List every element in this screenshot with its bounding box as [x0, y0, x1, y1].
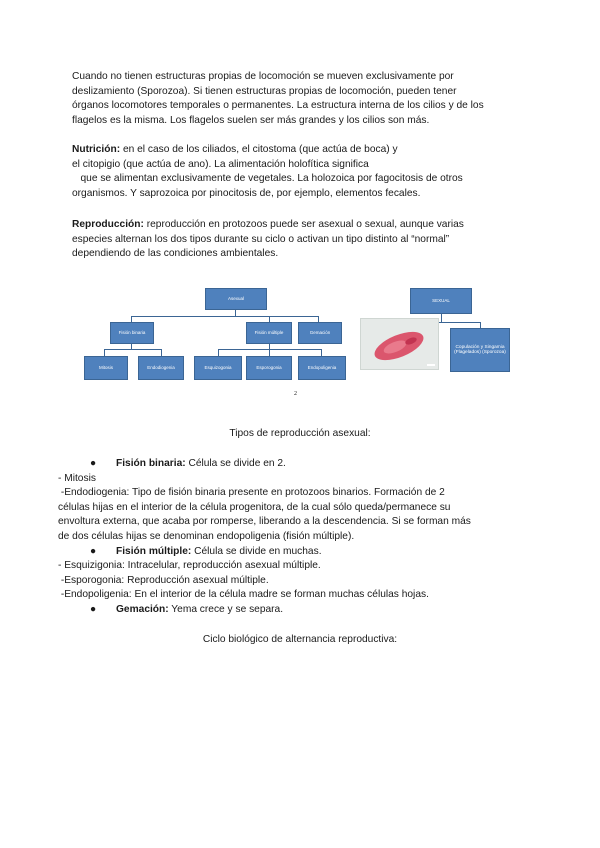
text-line: envoltura externa, que acaba por romperse, liberando a la descendencia. Si se forman más	[58, 516, 471, 528]
nutricion-paragraph	[72, 143, 532, 201]
text-line: organismos. Y saprozoica por pinocitosis de, por ejemplo, elementos fecales.	[72, 187, 421, 199]
nutricion-text: en el caso de los ciliados, el citostoma (que actúa de boca) y	[120, 144, 398, 155]
node-endopoligenia: Endopoligenia	[298, 356, 346, 380]
node-endodiogenia: Endodiogenia	[138, 356, 184, 380]
bullet: ●	[90, 458, 97, 469]
text-line: de dos células hijas se denominan endopoligenia (fisión múltiple).	[58, 530, 355, 542]
connector	[131, 316, 318, 317]
text-line: Cuando no tienen estructuras propias de locomoción se mueven exclusivamente por	[72, 71, 454, 82]
text-line: flagelos es la misma. Los flagelos suelen ser más grandes y los cilios son más.	[72, 114, 430, 126]
list-item-gemacion	[72, 603, 542, 618]
text-line: -Esporogonia: Reproducción asexual múltiple.	[58, 574, 269, 586]
text-line: el citopigio (que actúa de ano). La alimentación holofítica significa	[72, 158, 369, 170]
fision-binaria-text: Célula se divide en 2.	[185, 458, 286, 469]
node-gemacion: Gemación	[298, 322, 342, 344]
node-esquizogonia: Esquizogonia	[194, 356, 242, 380]
connector	[104, 349, 105, 356]
reproduccion-paragraph	[72, 218, 532, 262]
connector	[441, 314, 442, 322]
fision-multiple-text: Célula se divide en muchas.	[191, 545, 322, 557]
nutricion-label: Nutrición:	[72, 144, 121, 155]
fision-multiple-label: Fisión múltiple:	[116, 545, 192, 557]
text-line: especies alternan los dos tipos durante su ciclo o activan un tipo distinto al “normal”	[72, 233, 450, 245]
node-sexual: SEXUAL	[410, 288, 472, 314]
text-line: - Mitosis	[58, 472, 96, 484]
asexual-diagram	[84, 284, 348, 384]
bullet: ●	[90, 603, 97, 615]
text-line: -Endodiogenia: Tipo de fisión binaria presente en protozoos binarios. Formación de 2	[58, 487, 445, 499]
fision-binaria-label: Fisión binaria:	[116, 458, 186, 469]
text-line: - Esquizigonia: Intracelular, reproducción asexual múltiple.	[58, 560, 321, 572]
text-line	[72, 218, 532, 233]
node-fision-binaria: Fisión binaria	[110, 322, 154, 344]
bullet: ●	[90, 545, 97, 557]
intro-paragraph	[72, 70, 532, 128]
caption-asexual: Tipos de reproducción asexual:	[229, 428, 371, 439]
asexual-list	[58, 457, 542, 618]
protozoa-image	[361, 319, 439, 370]
node-mitosis: Mitosis	[84, 356, 128, 380]
node-fision-multiple: Fisión múltiple	[246, 322, 292, 344]
reproduccion-text: reproducción en protozoos puede ser asexual o sexual, aunque varias	[143, 219, 464, 230]
node-copulacion-singamia: Copulación y Singamia (Flagelados) (Sporozoa)	[450, 328, 510, 372]
text-line: dependiendo de las condiciones ambientales.	[72, 248, 279, 259]
gemacion-text: Yema crece y se separa.	[168, 603, 284, 615]
text-line: órganos locomotores temporales o permanentes. La estructura interna de los cilios y de los	[72, 100, 484, 111]
caption-ciclo: Ciclo biológico de alternancia reproductiva:	[202, 634, 398, 645]
connector	[321, 349, 322, 356]
sexual-diagram	[360, 286, 510, 386]
connector	[161, 349, 162, 356]
protozoa-photo	[360, 318, 439, 370]
node-asexual: Asexual	[205, 288, 267, 310]
figure-page-number: 2	[294, 391, 297, 397]
text-line: células hijas en el interior de la célula progenitora, de la cual sólo queda/permanece su	[58, 501, 451, 513]
connector	[104, 349, 161, 350]
connector	[269, 349, 270, 356]
gemacion-label: Gemación:	[116, 603, 169, 615]
reproduccion-label: Reproducción:	[72, 219, 144, 230]
connector	[218, 349, 219, 356]
text-line: deslizamiento (Sporozoa). Si tienen estructuras propias de locomoción, pueden tener	[72, 85, 457, 97]
list-item-fision-multiple	[72, 545, 542, 560]
list-item-fision-binaria	[72, 457, 542, 472]
text-line: -Endopoligenia: En el interior de la célula madre se forman muchas células hojas.	[58, 589, 429, 601]
text-line: que se alimentan exclusivamente de vegetales. La holozoica por fagocitosis de otros	[72, 173, 463, 184]
node-esporogonia: Esporogonia	[246, 356, 292, 380]
text-line	[72, 143, 532, 158]
